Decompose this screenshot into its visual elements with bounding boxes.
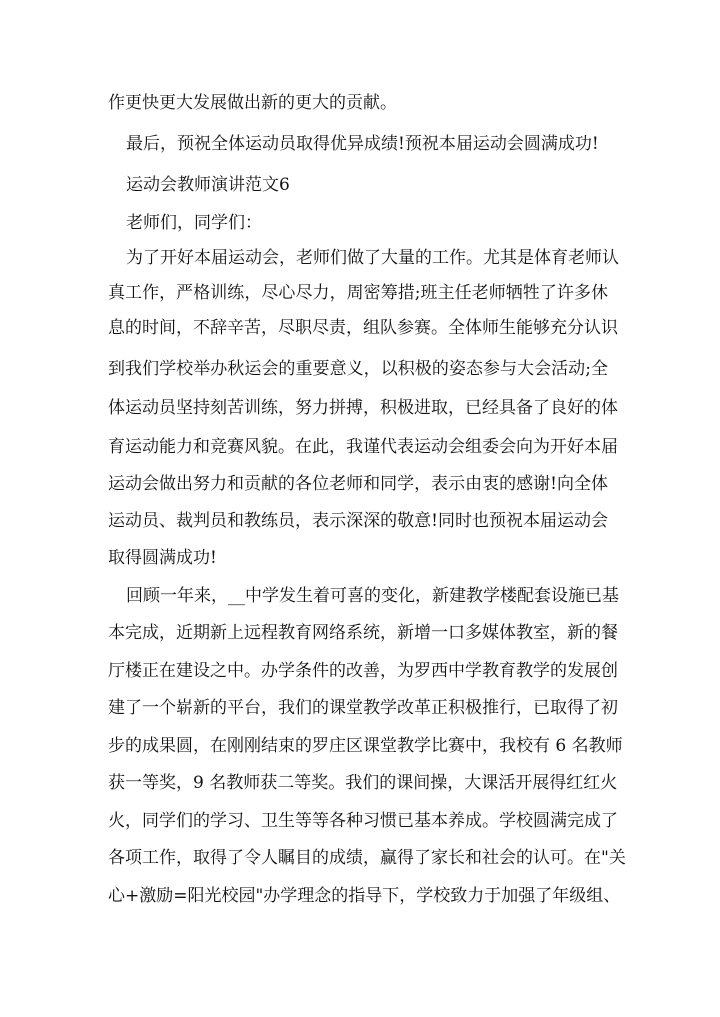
paragraph-line: 息的时间，不辞辛苦，尽职尽责，组队参赛。全体师生能够充分认识: [108, 318, 618, 338]
paragraph-line: 真工作，严格训练，尽心尽力，周密筹措;班主任老师牺牲了许多休: [108, 283, 608, 303]
paragraph-line: 建了一个崭新的平台，我们的课堂教学改革正积极推行，已取得了初: [108, 698, 618, 718]
paragraph-line: 最后，预祝全体运动员取得优异成绩!预祝本届运动会圆满成功!: [126, 134, 599, 154]
paragraph-line: 运动会做出努力和贡献的各位老师和同学，表示由衷的感谢!向全体: [108, 474, 608, 494]
paragraph-line: 体运动员坚持刻苦训练，努力拼搏，积极进取，已经具备了良好的体: [108, 398, 618, 418]
paragraph-line: 步的成果圆，在刚刚结束的罗庄区课堂教学比赛中，我校有 6 名教师: [108, 736, 623, 756]
paragraph-line: 心+激励=阳光校园"办学理念的指导下，学校致力于加强了年级组、: [108, 886, 621, 906]
paragraph-line: 火，同学们的学习、卫生等等各种习惯已基本养成。学校圆满完成了: [108, 811, 618, 831]
paragraph-line: 运动员、裁判员和教练员，表示深深的敬意!同时也预祝本届运动会: [108, 511, 608, 531]
section-heading: 运动会教师演讲范文6: [126, 175, 290, 195]
paragraph-line: 到我们学校举办秋运会的重要意义，以积极的姿态参与大会活动;全: [108, 359, 608, 379]
paragraph-line: 各项工作，取得了令人瞩目的成绩，赢得了家长和社会的认可。在"关: [108, 848, 626, 868]
paragraph-line: 老师们，同学们：: [126, 213, 262, 233]
paragraph-line: 厅楼正在建设之中。办学条件的改善，为罗西中学教育教学的发展创: [108, 661, 618, 681]
paragraph-line: 回顾一年来，__中学发生着可喜的变化，新建教学楼配套设施已基: [126, 586, 619, 606]
paragraph-line: 作更快更大发展做出新的更大的贡献。: [108, 93, 397, 113]
paragraph-line: 为了开好本届运动会，老师们做了大量的工作。尤其是体育老师认: [126, 248, 619, 268]
paragraph-line: 育运动能力和竞赛风貌。在此，我谨代表运动会组委会向为开好本届: [108, 437, 618, 457]
paragraph-line: 本完成，近期新上远程教育网络系统，新增一口多媒体教室，新的餐: [108, 623, 618, 643]
paragraph-line: 获一等奖，9 名教师获二等奖。我们的课间操，大课活开展得红红火: [108, 773, 618, 793]
paragraph-line: 取得圆满成功!: [108, 548, 217, 568]
